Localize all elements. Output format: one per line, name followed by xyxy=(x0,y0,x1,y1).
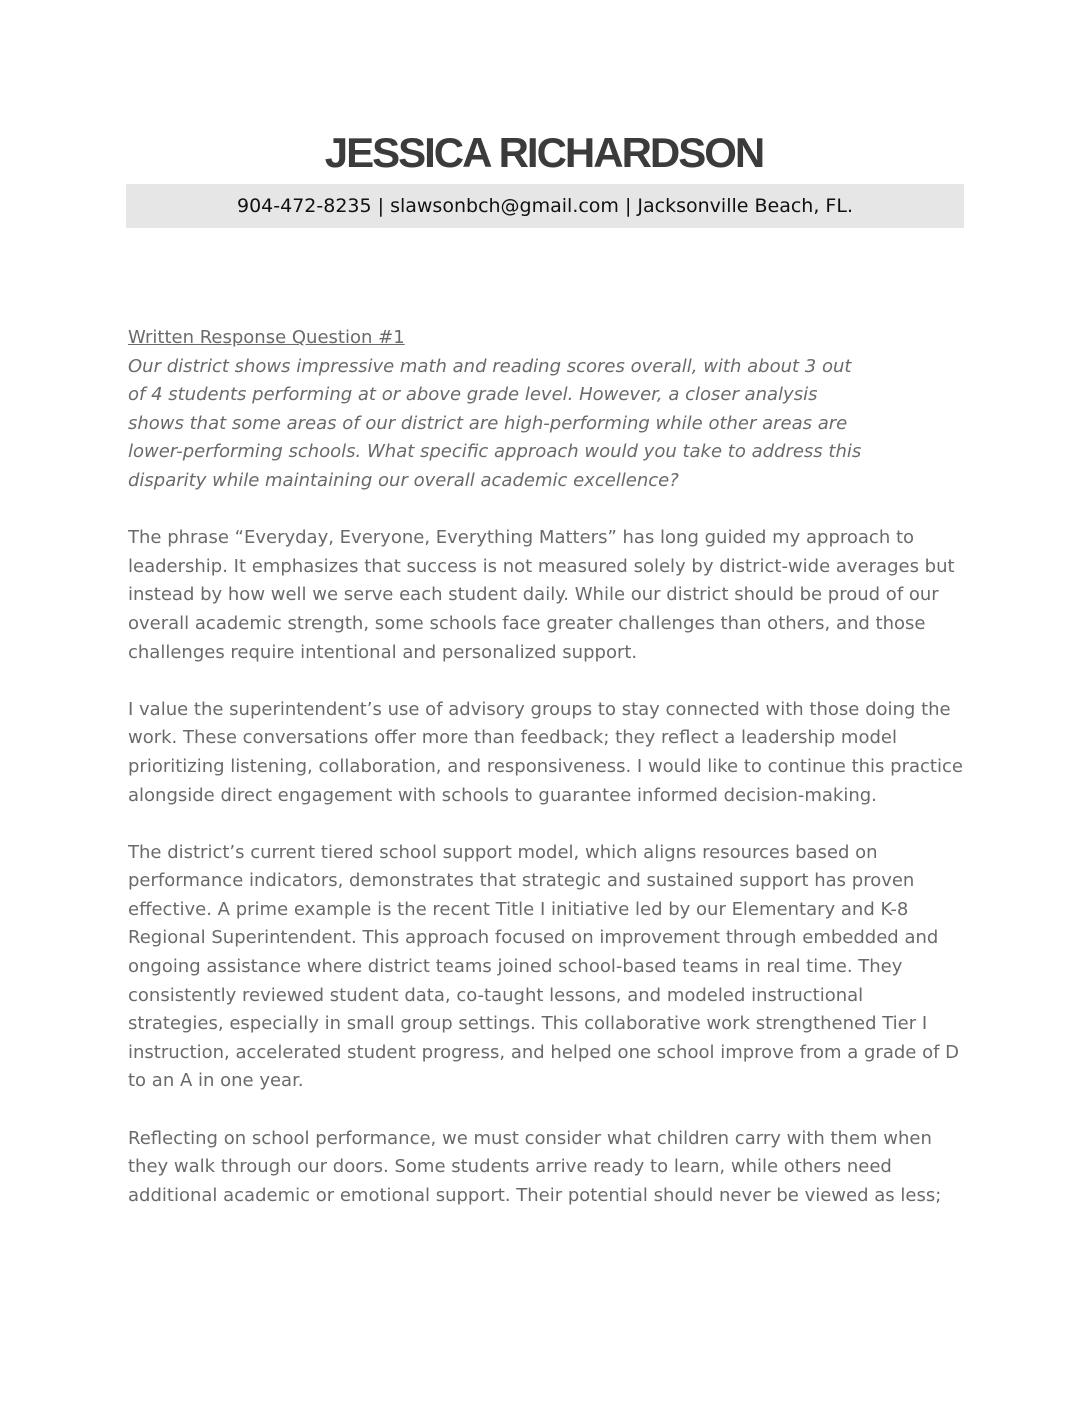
contact-info: 904-472-8235 | slawsonbch@gmail.com | Jacksonville Beach, FL. xyxy=(237,195,853,217)
document-body xyxy=(128,324,964,1210)
response-paragraph-1: The phrase “Everyday, Everyone, Everything Matters” has long guided my approach to leadership. It emphasizes that success is not measured solely by district-wide averages but instead by how well we serve each student daily. While our district should be proud of our overall academic strength, some schools face greater challenges than others, and those challenges require intentional and personalized support. xyxy=(128,527,955,663)
response-paragraph-4: Reflecting on school performance, we must consider what children carry with them when they walk through our doors. Some students arrive ready to learn, while others need additional academic or emotional support. Their potential should never be viewed as less; xyxy=(128,1127,942,1206)
response-paragraph-3: The district’s current tiered school support model, which aligns resources based on performance indicators, demonstrates that strategic and sustained support has proven effective. A prime example is the recent Title I initiative led by our Elementary and K-8 Regional Superintendent. This approach focused on improvement through embedded and ongoing assistance where district teams joined school-based teams in real time. They consistently reviewed student data, co-taught lessons, and modeled instructional strategies, especially in small group settings. This collaborative work strengthened Tier I instruction, accelerated student progress, and helped one school improve from a grade of D to an A in one year. xyxy=(128,841,959,1092)
question-text: Our district shows impressive math and reading scores overall, with about 3 out of 4 students performing at or above grade level. However, a closer analysis shows that some areas of our district are high-performing while other areas are lower-performing schools. What specific approach would you take to address this disparity while maintaining our overall academic excellence? xyxy=(128,355,862,491)
contact-bar xyxy=(126,184,964,228)
author-name: JESSICA RICHARDSON xyxy=(324,129,764,176)
question-heading: Written Response Question #1 xyxy=(128,327,405,348)
response-paragraph-2: I value the superintendent’s use of advisory groups to stay connected with those doing the work. These conversations offer more than feedback; they reflect a leadership model prioritizing listening, collaboration, and responsiveness. I would like to continue this practice alongside direct engagement with schools to guarantee informed decision-making. xyxy=(128,698,963,806)
